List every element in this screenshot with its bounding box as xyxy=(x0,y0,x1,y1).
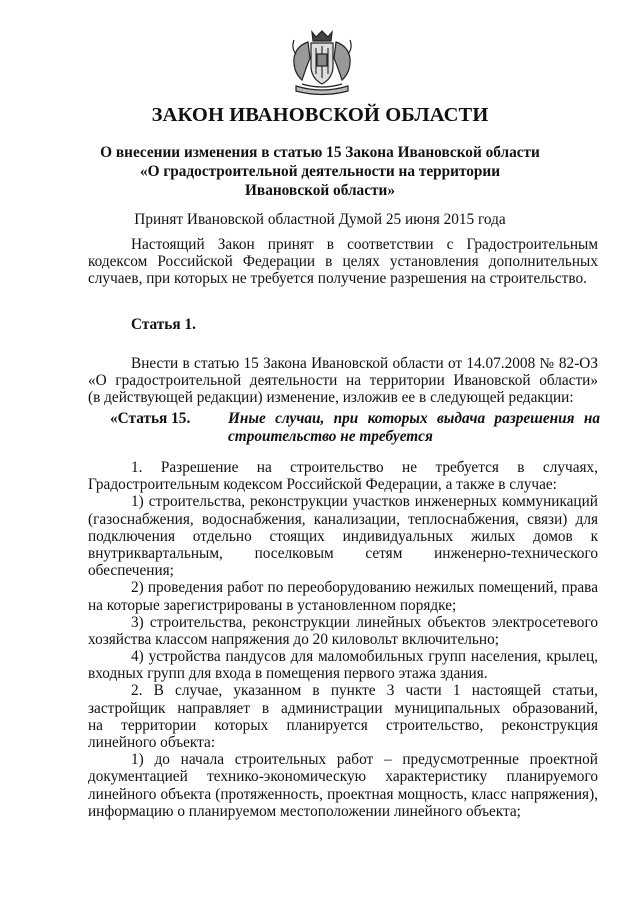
article-1-title: Статья 1. xyxy=(131,316,196,333)
intro-line: «О градостроительной деятельности на территории Ивановской области» xyxy=(88,372,598,390)
content-line: 4) устройства пандусов для маломобильных групп населения, крылец, xyxy=(131,648,598,666)
content-line: подключения отдельно стоящих индивидуальных жилых домов к xyxy=(88,527,598,545)
content-line: Градостроительным кодексом Российской Федерации, а также в случае: xyxy=(88,476,557,494)
content-line: 1) до начала строительных работ – предусмотренные проектной xyxy=(131,751,598,769)
content-line: 2) проведения работ по переоборудованию нежилых помещений, права xyxy=(131,579,598,597)
content-line: на территории которых планируется строительство, реконструкция xyxy=(88,716,598,734)
content-line: линейного объекта: xyxy=(88,734,216,751)
content-line: застройщик направляет в администрации муниципальных образований, xyxy=(88,699,598,717)
content-line: входных групп для входа в помещения первого этажа здания. xyxy=(88,665,488,683)
content-line: на которые зарегистрированы в установленном порядке; xyxy=(88,596,457,614)
content-line: 2. В случае, указанном в пункте 3 части 1 настоящей статьи, xyxy=(131,682,598,700)
article-content xyxy=(88,459,598,820)
law-title: ЗАКОН ИВАНОВСКОЙ ОБЛАСТИ xyxy=(151,104,489,126)
adoption-statement: Принят Ивановской областной Думой 25 июня 2015 года xyxy=(134,211,506,228)
content-line: обеспечения; xyxy=(88,562,174,580)
quoted-article-label: «Статья 15. xyxy=(110,410,191,427)
preamble-line: Настоящий Закон принят в соответствии с Градостроительным xyxy=(131,236,598,253)
content-line: 3) строительства, реконструкции линейных объектов электросетевого xyxy=(131,613,598,631)
preamble xyxy=(88,236,598,288)
article-1-intro xyxy=(88,355,598,407)
quoted-article-title-cont: строительство не требуется xyxy=(228,427,433,445)
quoted-article-title: Иные случаи, при которых выдача разрешения на xyxy=(228,410,600,427)
content-line: информацию о планируемом местоположении линейного объекта; xyxy=(88,802,521,820)
content-line: внутриквартальным, поселковым сетям инженерно-технического xyxy=(88,544,598,562)
content-line: 1. Разрешение на строительство не требуется в случаях, xyxy=(131,459,598,476)
content-line: линейного объекта (протяженность, проектная мощность, класс напряжения), xyxy=(88,785,598,803)
quoted-article-heading xyxy=(110,410,600,445)
preamble-line: случаев, при которых не требуется получение разрешения на строительство. xyxy=(88,270,587,288)
subject-line: О внесении изменения в статью 15 Закона Ивановской области xyxy=(100,144,540,161)
subject-line: Ивановской области» xyxy=(245,182,395,199)
content-line: хозяйства классом напряжения до 20 киловольт включительно; xyxy=(88,630,499,648)
intro-line: Внести в статью 15 Закона Ивановской области от 14.07.2008 № 82-ОЗ xyxy=(131,355,598,372)
coat-of-arms-emblem xyxy=(288,28,356,98)
content-line: (газоснабжения, водоснабжения, канализации, теплоснабжения, связи) для xyxy=(88,510,598,528)
subject-line: «О градостроительной деятельности на территории xyxy=(139,163,501,180)
intro-line: (в действующей редакции) изменение, изложив ее в следующей редакции: xyxy=(88,389,574,407)
law-subject xyxy=(100,143,540,200)
content-line: документацией технико-экономическую характеристику планируемого xyxy=(88,768,598,786)
preamble-line: кодексом Российской Федерации в целях установления дополнительных xyxy=(88,253,598,271)
content-line: 1) строительства, реконструкции участков инженерных коммуникаций xyxy=(131,493,598,511)
